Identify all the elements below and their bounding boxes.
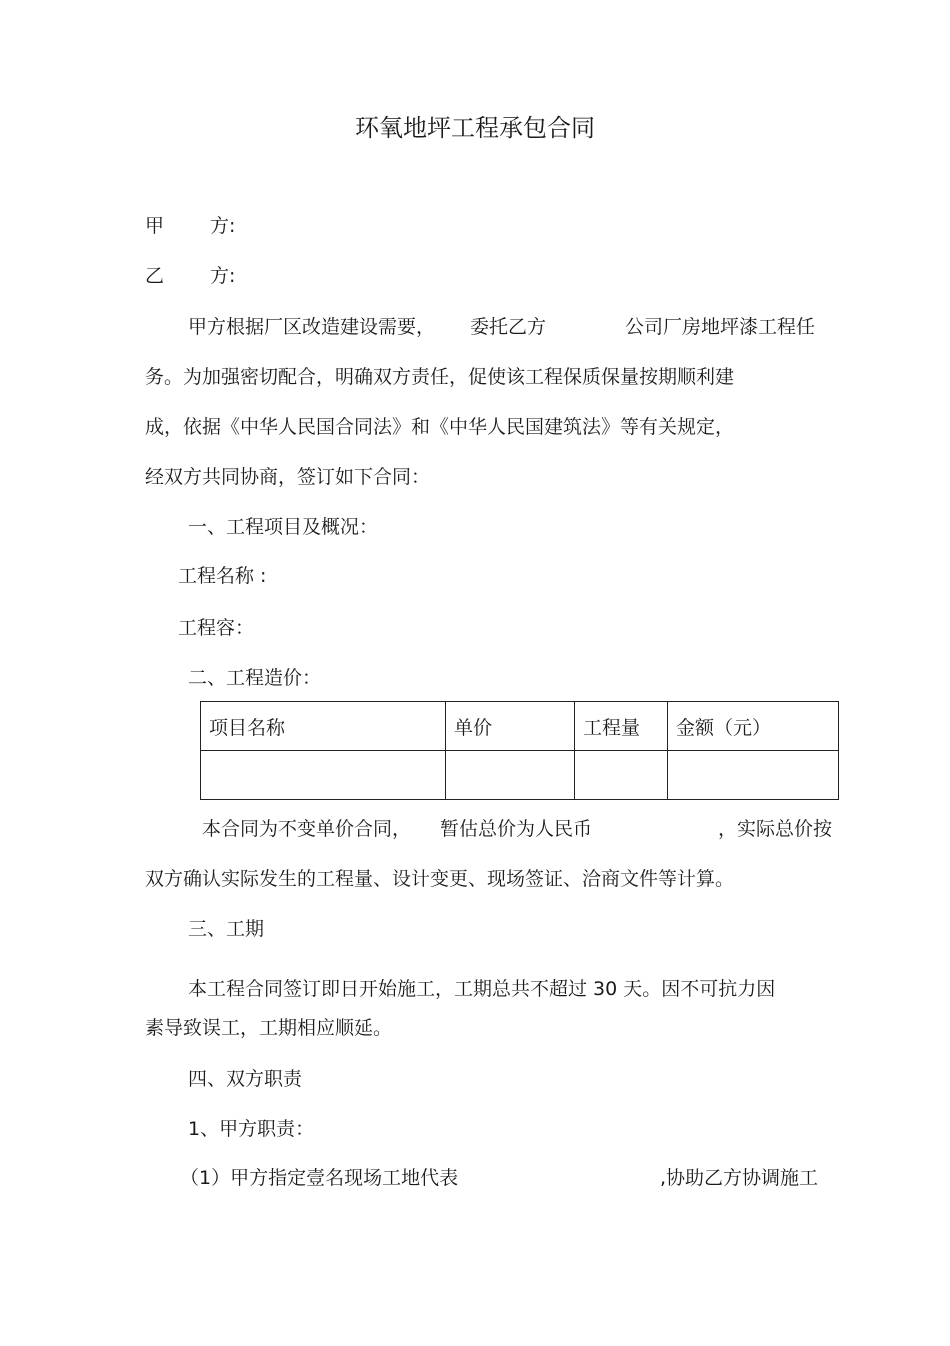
intro-line4: 经双方共同协商，签订如下合同：: [145, 466, 431, 488]
party-b-suffix: 方:: [210, 265, 236, 287]
party-a-label: 甲: [145, 215, 165, 237]
cell-item-name: [201, 751, 446, 800]
section2-heading: 二、工程造价：: [188, 667, 322, 689]
intro-line1-c: 公司厂房地坪漆工程任: [625, 316, 816, 338]
cell-quantity: [575, 751, 668, 800]
project-name-label: 工程名称 :: [178, 565, 267, 587]
header-quantity: 工程量: [575, 702, 668, 751]
document-title: 环氧地坪工程承包合同: [355, 114, 595, 142]
price-table: [200, 701, 839, 800]
project-content-label: 工程容：: [178, 617, 255, 639]
intro-line2: 务。为加强密切配合，明确双方责任，促使该工程保质保量按期顺利建: [145, 366, 735, 388]
duration-line1: 本工程合同签订即日开始施工，工期总共不超过 30 天。因不可抗力因: [188, 978, 776, 1000]
section4-heading: 四、双方职责: [188, 1068, 303, 1090]
duty-item1-b: ,协助乙方协调施工: [660, 1167, 819, 1189]
cell-amount: [668, 751, 839, 800]
header-amount: 金额（元）: [668, 702, 839, 751]
price-note-b: 暂估总价为人民币: [440, 818, 593, 840]
price-note-line2: 双方确认实际发生的工程量、设计变更、现场签证、洽商文件等计算。: [145, 868, 735, 890]
intro-line3: 成，依据《中华人民国合同法》和《中华人民国建筑法》等有关规定，: [145, 416, 735, 438]
cell-unit-price: [446, 751, 575, 800]
duration-line2: 素导致误工，工期相应顺延。: [145, 1017, 393, 1039]
intro-line1-a: 甲方根据厂区改造建设需要，: [188, 316, 436, 338]
header-unit-price: 单价: [446, 702, 575, 751]
price-note-a: 本合同为不变单价合同，: [202, 818, 412, 840]
duty-item1-a: （1）甲方指定壹名现场工地代表: [180, 1167, 459, 1189]
party-b-label: 乙: [145, 265, 165, 287]
party-a-suffix: 方:: [210, 215, 236, 237]
intro-line1-b: 委托乙方: [470, 316, 547, 338]
table-header-row: [201, 702, 839, 751]
party-a-duties-heading: 1、甲方职责：: [188, 1118, 315, 1140]
section3-heading: 三、工期: [188, 918, 265, 940]
table-row: [201, 751, 839, 800]
price-note-c: ，实际总价按: [718, 818, 833, 840]
header-item-name: 项目名称: [201, 702, 446, 751]
section1-heading: 一、工程项目及概况：: [188, 516, 379, 538]
